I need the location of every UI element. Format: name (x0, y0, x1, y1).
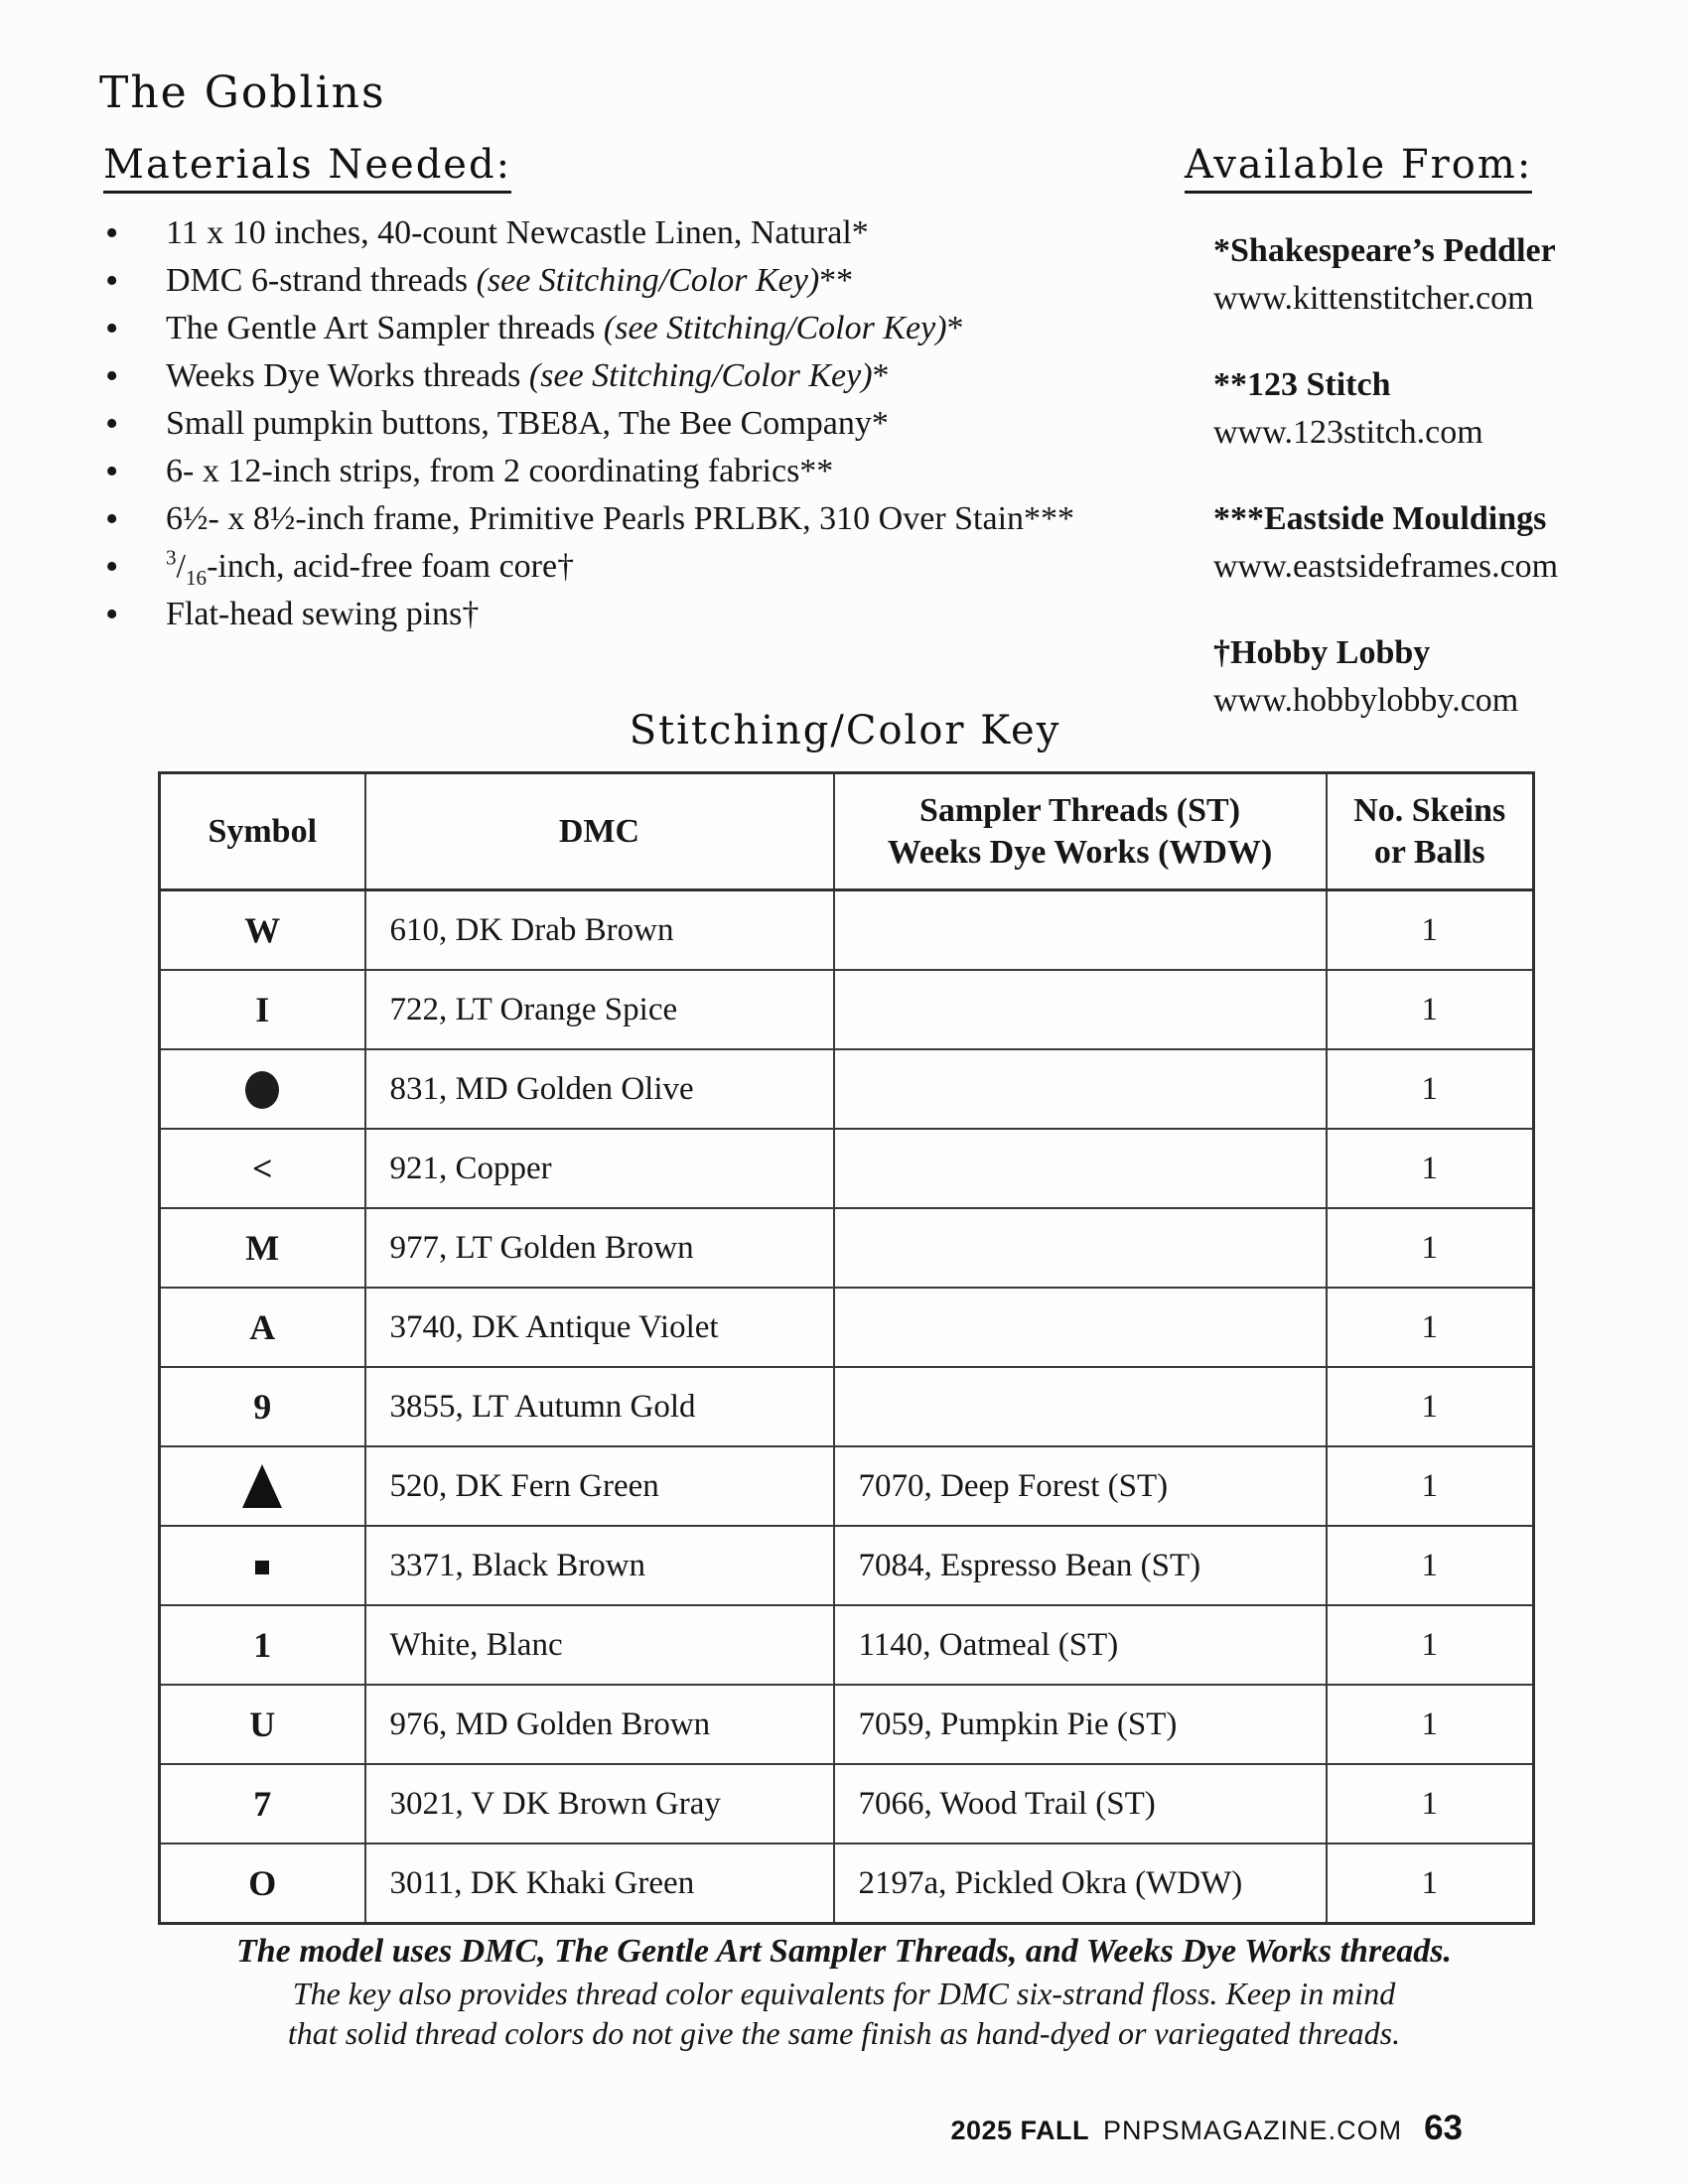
symbol-glyph: < (251, 1149, 273, 1188)
text-segment: ** (819, 262, 854, 299)
skeins-cell: 1 (1327, 1288, 1534, 1367)
dmc-cell: 3371, Black Brown (365, 1526, 834, 1605)
key-row (160, 890, 1534, 971)
skeins-cell: 1 (1327, 970, 1534, 1049)
symbol-glyph: 1 (253, 1625, 272, 1665)
materials-item (103, 209, 1116, 257)
color-key-title: Stitching/Color Key (629, 708, 1061, 753)
footer-season: 2025 FALL (950, 2116, 1090, 2145)
key-row (160, 1129, 1534, 1208)
column-header-line: Weeks Dye Works (WDW) (887, 833, 1273, 871)
note-equivalents-line-1: The key also provides thread color equivalents for DMC six-strand floss. Keep in mind (292, 1976, 1396, 2011)
symbol-cell (160, 1685, 365, 1764)
column-header-line: Symbol (208, 812, 318, 850)
vendor-list (1185, 227, 1641, 725)
footer-site: PNPSMAGAZINE.COM (1103, 2116, 1403, 2145)
thread-cell (834, 970, 1327, 1049)
thread-cell (834, 1288, 1327, 1367)
dmc-cell: 977, LT Golden Brown (365, 1208, 834, 1288)
vendor-url: www.123stitch.com (1213, 414, 1483, 451)
thread-cell: 7059, Pumpkin Pie (ST) (834, 1685, 1327, 1764)
vendor-item (1213, 227, 1641, 323)
thread-cell: 1140, Oatmeal (ST) (834, 1605, 1327, 1685)
skeins-cell: 1 (1327, 1049, 1534, 1129)
vendor-name: *Shakespeare’s Peddler (1213, 232, 1556, 269)
dmc-cell: 976, MD Golden Brown (365, 1685, 834, 1764)
symbol-cell (160, 1526, 365, 1605)
vendor-url: www.eastsideframes.com (1213, 548, 1559, 585)
materials-item (103, 257, 1116, 305)
skeins-cell: 1 (1327, 1208, 1534, 1288)
text-segment: DMC 6-strand threads (166, 262, 477, 299)
text-segment: Weeks Dye Works threads (166, 357, 529, 394)
dmc-cell: 610, DK Drab Brown (365, 890, 834, 971)
thread-cell (834, 1049, 1327, 1129)
key-notes (0, 1930, 1688, 2053)
symbol-cell (160, 1288, 365, 1367)
key-header-row (160, 773, 1534, 890)
dmc-cell: 520, DK Fern Green (365, 1446, 834, 1526)
key-row (160, 1605, 1534, 1685)
thread-cell: 7066, Wood Trail (ST) (834, 1764, 1327, 1843)
vendor-name: **123 Stitch (1213, 366, 1391, 403)
skeins-cell: 1 (1327, 890, 1534, 971)
dmc-cell: 831, MD Golden Olive (365, 1049, 834, 1129)
filled-triangle-symbol (242, 1464, 282, 1508)
materials-item (103, 352, 1116, 400)
materials-section (103, 143, 1116, 638)
text-segment: * (946, 310, 964, 346)
dmc-cell: 3011, DK Khaki Green (365, 1843, 834, 1924)
symbol-glyph: W (244, 910, 281, 950)
symbol-glyph: 7 (253, 1784, 272, 1824)
thread-cell (834, 1208, 1327, 1288)
symbol-cell (160, 1843, 365, 1924)
text-segment: * (872, 357, 890, 394)
key-row (160, 1049, 1534, 1129)
symbol-glyph: A (249, 1307, 276, 1347)
materials-list (103, 209, 1116, 638)
text-segment: (see Stitching/Color Key) (528, 357, 873, 394)
dmc-cell: White, Blanc (365, 1605, 834, 1685)
thread-cell: 7084, Espresso Bean (ST) (834, 1526, 1327, 1605)
symbol-cell (160, 1446, 365, 1526)
text-segment: 6½- x 8½-inch frame, Primitive Pearls PRLBK, 310 Over Stain*** (166, 500, 1075, 537)
dmc-cell: 722, LT Orange Spice (365, 970, 834, 1049)
page-footer (950, 2109, 1463, 2148)
column-header-line: No. Skeins (1353, 791, 1506, 829)
column-header-dmc (365, 773, 834, 890)
thread-cell (834, 1129, 1327, 1208)
key-row (160, 1843, 1534, 1924)
skeins-cell: 1 (1327, 1764, 1534, 1843)
text-segment: -inch, acid-free foam core† (207, 548, 575, 585)
symbol-glyph: U (249, 1705, 276, 1744)
symbol-glyph: I (255, 990, 270, 1029)
symbol-cell (160, 1367, 365, 1446)
skeins-cell: 1 (1327, 1129, 1534, 1208)
materials-heading: Materials Needed: (103, 143, 511, 194)
skeins-cell: 1 (1327, 1526, 1534, 1605)
fraction-numerator: 3 (166, 545, 177, 570)
text-segment: Flat-head sewing pins† (166, 596, 480, 632)
symbol-glyph: O (248, 1863, 277, 1903)
vendor-url: www.kittenstitcher.com (1213, 280, 1534, 317)
available-from-heading: Available From: (1185, 143, 1532, 194)
dmc-cell: 921, Copper (365, 1129, 834, 1208)
note-model-threads: The model uses DMC, The Gentle Art Sampler Threads, and Weeks Dye Works threads. (235, 1933, 1453, 1970)
skeins-cell: 1 (1327, 1367, 1534, 1446)
key-row (160, 1208, 1534, 1288)
text-segment: Small pumpkin buttons, TBE8A, The Bee Company* (166, 405, 889, 442)
symbol-glyph: 9 (253, 1387, 272, 1427)
available-from-section (1185, 143, 1641, 763)
symbol-glyph: M (245, 1228, 280, 1268)
column-header-symbol (160, 773, 365, 890)
vendor-name: ***Eastside Mouldings (1213, 500, 1547, 537)
filled-circle-symbol (245, 1071, 279, 1109)
symbol-cell (160, 970, 365, 1049)
column-header-line: or Balls (1373, 833, 1485, 871)
thread-cell: 7070, Deep Forest (ST) (834, 1446, 1327, 1526)
materials-item (103, 495, 1116, 543)
column-header-skeins (1327, 773, 1534, 890)
materials-item (103, 591, 1116, 638)
filled-square-symbol (255, 1561, 269, 1574)
dmc-cell: 3021, V DK Brown Gray (365, 1764, 834, 1843)
vendor-item (1213, 495, 1641, 591)
page-title: The Goblins (99, 68, 386, 118)
column-header-line: DMC (558, 812, 640, 850)
text-segment: (see Stitching/Color Key) (476, 262, 820, 299)
column-header-threads (834, 773, 1327, 890)
key-row (160, 1446, 1534, 1526)
key-row (160, 1685, 1534, 1764)
text-segment: (see Stitching/Color Key) (603, 310, 947, 346)
materials-item (103, 448, 1116, 495)
fraction-denominator: 16 (186, 565, 208, 590)
vendor-name: †Hobby Lobby (1213, 634, 1431, 671)
materials-item (103, 400, 1116, 448)
materials-item (103, 543, 1116, 591)
symbol-cell (160, 1605, 365, 1685)
footer-page-number: 63 (1424, 2109, 1463, 2147)
skeins-cell: 1 (1327, 1446, 1534, 1526)
symbol-cell (160, 1208, 365, 1288)
symbol-cell (160, 1129, 365, 1208)
symbol-cell (160, 890, 365, 971)
thread-cell (834, 890, 1327, 971)
column-header-line: Sampler Threads (ST) (918, 791, 1241, 829)
skeins-cell: 1 (1327, 1843, 1534, 1924)
materials-item (103, 305, 1116, 352)
vendor-item (1213, 361, 1641, 457)
text-segment: The Gentle Art Sampler threads (166, 310, 604, 346)
vendor-url: www.hobbylobby.com (1213, 682, 1519, 719)
color-key-table (158, 771, 1535, 1925)
symbol-cell (160, 1049, 365, 1129)
dmc-cell: 3740, DK Antique Violet (365, 1288, 834, 1367)
text-segment: 6- x 12-inch strips, from 2 coordinating fabrics** (166, 453, 834, 489)
symbol-cell (160, 1764, 365, 1843)
dmc-cell: 3855, LT Autumn Gold (365, 1367, 834, 1446)
skeins-cell: 1 (1327, 1605, 1534, 1685)
text-segment: 11 x 10 inches, 40-count Newcastle Linen, Natural* (166, 214, 869, 251)
key-row (160, 1367, 1534, 1446)
key-row (160, 1288, 1534, 1367)
key-row (160, 1526, 1534, 1605)
text-segment: / (176, 548, 186, 585)
thread-cell (834, 1367, 1327, 1446)
note-equivalents-line-2: that solid thread colors do not give the same finish as hand-dyed or variegated threads. (287, 2015, 1401, 2051)
key-row (160, 1764, 1534, 1843)
skeins-cell: 1 (1327, 1685, 1534, 1764)
thread-cell: 2197a, Pickled Okra (WDW) (834, 1843, 1327, 1924)
key-row (160, 970, 1534, 1049)
